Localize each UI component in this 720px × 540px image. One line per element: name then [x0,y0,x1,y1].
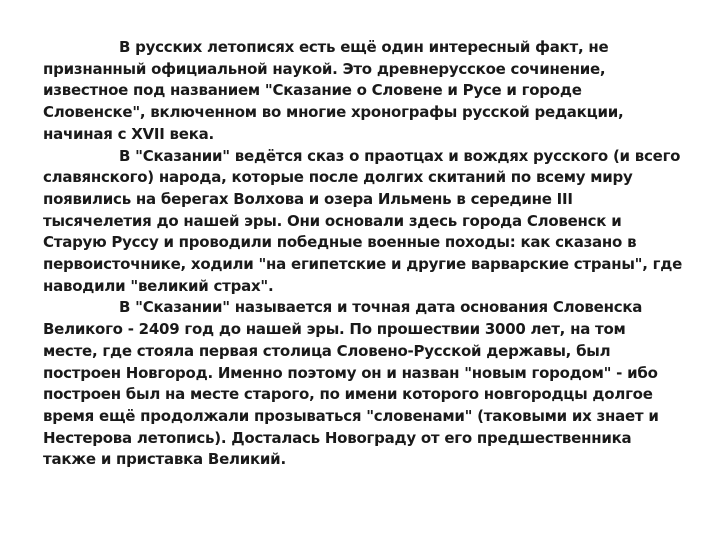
paragraph-1: В русских летописях есть ещё один интересный факт, не признанный официальной наукой. Это древнерусское сочинение, известное под названием "Сказание о Словене и Русе и городе Словенске", включенном во многие хронографы русской редакции, начиная с XVII века. [43,38,624,143]
body-text [43,37,683,471]
paragraph-2: В "Сказании" ведётся сказ о праотцах и вождях русского (и всего славянского) народа, которые после долгих скитаний по всему миру появились на берегах Волхова и озера Ильмень в середине III тысячелетия до нашей эры. Они основали здесь города Словенск и Старую Руссу и проводили победные военные походы: как сказано в первоисточнике, ходили "на египетские и другие варварские страны", где наводили "великий страх". [43,146,683,295]
paragraph-3: В "Сказании" называется и точная дата основания Словенска Великого - 2409 год до нашей эры. По прошествии 3000 лет, на том месте, где стояла первая столица Словено-Русской державы, был построен Новгород. Именно поэтому он и назван "новым городом" - ибо построен был на месте старого, по имени которого новгородцы долгое время ещё продолжали прозываться "словенами" (таковыми их знает и Нестерова летопись). Досталась Новограду от его предшественника также и приставка Великий. [43,298,659,469]
